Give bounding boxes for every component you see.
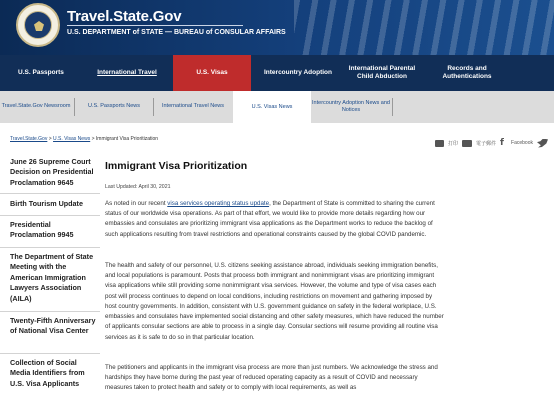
main-nav-parental-child-abduction[interactable]: International Parental Child Abduction (348, 65, 416, 80)
article-paragraph-3: The petitioners and applicants in the immigrant visa process are more than just numbers. We acknowledge the stress and hardships they have borne during the past year of reduced operating capacity as a result of COVID and necessary measures taken to protect health and safety or to comply with local requirements, as well as (105, 364, 438, 392)
breadcrumb-separator: > (91, 136, 95, 142)
twitter-icon[interactable] (537, 139, 548, 148)
sidebar-item-social-media-identifiers[interactable]: Collection of Social Media Identifiers from U.S. Visa Applicants (10, 358, 85, 388)
breadcrumb-home-link[interactable]: Travel.State.Gov (10, 136, 48, 142)
main-nav-us-visas[interactable]: U.S. Visas (173, 55, 251, 91)
main-nav-international-travel[interactable]: International Travel (97, 69, 157, 77)
sidebar-item-birth-tourism[interactable]: Birth Tourism Update (10, 199, 83, 208)
sidebar-divider (0, 353, 100, 354)
sub-nav-passports-news[interactable]: U.S. Passports News (88, 103, 140, 110)
sub-nav-international-travel-news[interactable]: International Travel News (161, 103, 225, 110)
sub-nav-divider (74, 98, 75, 116)
sidebar-item-proclamation-9945[interactable]: Presidential Proclamation 9945 (10, 220, 74, 240)
email-icon[interactable] (462, 140, 472, 147)
eagle-icon (34, 21, 44, 31)
sub-nav (0, 91, 554, 123)
breadcrumb-current: Immigrant Visa Prioritization (95, 136, 159, 142)
breadcrumb-visas-news-link[interactable]: U.S. Visas News (53, 136, 91, 142)
last-updated: Last Updated: April 30, 2021 (105, 184, 171, 190)
sidebar-divider (0, 247, 100, 248)
breadcrumb-separator: > (48, 136, 52, 142)
article-paragraph-1 (105, 199, 445, 240)
sidebar-item-nvc-anniversary[interactable]: Twenty-Fifth Anniversary of National Visa Center (10, 316, 96, 336)
paragraph-text: As noted in our recent (105, 200, 168, 207)
sidebar-divider (0, 215, 100, 216)
email-label[interactable]: 電子郵件 (476, 140, 497, 147)
sub-nav-divider (392, 98, 393, 116)
breadcrumb (10, 136, 158, 142)
sidebar-item-aila-meeting[interactable]: The Department of State Meeting with the American Immigration Lawyers Association (AILA) (10, 252, 94, 303)
title-divider (67, 25, 243, 26)
sub-nav-adoption-news[interactable]: Intercountry Adoption News and Notices (312, 99, 390, 113)
article-paragraph-2: The health and safety of our personnel, U.S. citizens seeking assistance abroad, individuals seeking immigration benefits, and local populations is paramount. Posts that process both immigrant and nonimmigrant visas are prioritizing immigrant visa applications while still providing some nonimmigrant visa services. However, the volume and type of visa cases each post will process continues to depend on local conditions, including restrictions on movement and gathering imposed by host country governments. In addition, consistent with U.S. government guidance on safety in the federal workplace, U.S. embassies and consulates have implemented social distancing and other safety measures, which have reduced the number of applicants consular sections are able to process in a single day. Consular sections will resume providing all routine visa services as it is safe to do so in that particular location. (105, 262, 444, 341)
print-label[interactable]: 打印 (448, 140, 459, 147)
sub-nav-visas-news[interactable]: U.S. Visas News (233, 91, 311, 125)
seal-inner (24, 11, 52, 39)
main-nav (0, 55, 554, 91)
state-department-seal-icon[interactable] (16, 3, 60, 47)
page-title: Immigrant Visa Prioritization (105, 160, 248, 172)
sub-nav-divider (153, 98, 154, 116)
sidebar-item-supreme-court-decision[interactable]: June 26 Supreme Court Decision on Presidential Proclamation 9645 (10, 157, 94, 187)
header-flag-background (294, 0, 554, 55)
main-nav-records-authentications[interactable]: Records and Authentications (442, 65, 492, 80)
main-nav-intercountry-adoption[interactable]: Intercountry Adoption (263, 69, 332, 77)
site-header (0, 0, 554, 55)
site-title[interactable]: Travel.State.Gov (67, 8, 182, 25)
sub-nav-newsroom[interactable]: Travel.State.Gov Newsroom (1, 103, 71, 110)
print-icon[interactable] (435, 140, 444, 147)
facebook-icon[interactable]: f (500, 137, 504, 148)
paragraph-text: , the Department of State is committed to sharing the current status of our worldwide visa operations. As part of that effort, we would like to provide more details regarding how our embassies and consulates are prioritizing immigrant visa applications as the Department works to reduce the backlog of such applications resulting from travel restrictions and operational constraints caused by the global COVID pandemic. (105, 200, 435, 238)
share-tools (435, 137, 548, 149)
sidebar-divider (0, 193, 100, 194)
operating-status-link[interactable]: visa services operating status update (167, 200, 270, 207)
main-nav-us-passports[interactable]: U.S. Passports (18, 69, 64, 77)
sidebar-divider (0, 311, 100, 312)
site-subtitle: U.S. DEPARTMENT of STATE — BUREAU of CONSULAR AFFAIRS (67, 29, 286, 36)
facebook-label[interactable]: Facebook (511, 140, 533, 146)
article-header (105, 160, 445, 172)
